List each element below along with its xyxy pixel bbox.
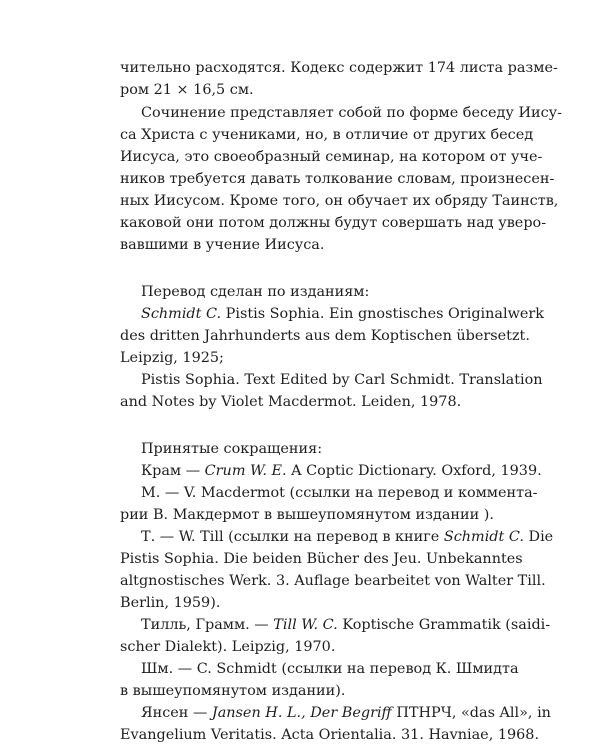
abbr-entry-m: рии В. Макдермот в вышеупомянутом издании ). bbox=[120, 507, 494, 523]
edition-line: Pistis Sophia. Text Edited by Carl Schmidt. Translation bbox=[141, 372, 543, 388]
abbr-entry-sh: в вышеупомянутом издании). bbox=[120, 683, 346, 699]
intro-line: вавшими в учение Иисуса. bbox=[120, 237, 325, 253]
editions-heading: Перевод сделан по изданиям: bbox=[141, 284, 370, 300]
abbr-entry-till: Тилль, Грамм. — Till W. C. Koptische Grammatik (saidi- bbox=[141, 617, 551, 633]
abbr-entry-t: Pistis Sophia. Die beiden Bücher des Jeu. Unbekanntes bbox=[120, 551, 523, 567]
intro-line: ром 21 × 16,5 см. bbox=[120, 82, 254, 98]
edition-author: Schmidt C. bbox=[141, 306, 222, 322]
abbr-entry-kram: Крам — Crum W. E. A Coptic Dictionary. Oxford, 1939. bbox=[141, 463, 542, 479]
abbr-entry-t: Т. — W. Till (ссылки на перевод в книге Schmidt C. Die bbox=[141, 529, 554, 545]
edition-title: Pistis Sophia. Ein gnostisches Originalwerk bbox=[221, 306, 545, 322]
abbr-entry-t: altgnostisches Werk. 3. Auflage bearbeitet von Walter Till. bbox=[120, 573, 546, 589]
intro-line: ных Иисусом. Кроме того, он обучает их обряду Таинств, bbox=[120, 193, 559, 209]
intro-line: каковой они потом должны будут совершать над уверо- bbox=[120, 215, 547, 231]
edition-line: des dritten Jahrhunderts aus dem Koptischen übersetzt. bbox=[120, 328, 530, 344]
intro-line: ников требуется давать толкование словам, произнесен- bbox=[120, 171, 555, 187]
intro-line: са Христа с учениками, но, в отличие от других бесед bbox=[120, 127, 534, 143]
abbr-entry-yansen: Янсен — Jansen H. L., Der Begriff ПТНРЧ, «das All», in bbox=[141, 705, 551, 721]
abbr-entry-till: scher Dialekt). Leipzig, 1970. bbox=[120, 639, 336, 655]
intro-line: Иисуса, это своеобразный семинар, на котором от уче- bbox=[120, 149, 543, 165]
edition-line: Leipzig, 1925; bbox=[120, 350, 224, 366]
abbr-entry-yansen: Evangelium Veritatis. Acta Orientalia. 31. Havniae, 1968. bbox=[120, 727, 540, 743]
abbr-entry-sh: Шм. — C. Schmidt (ссылки на перевод К. Шмидта bbox=[141, 661, 519, 677]
intro-line: Сочинение представляет собой по форме беседу Иису- bbox=[141, 105, 562, 121]
abbr-entry-m: М. — V. Macdermot (ссылки на перевод и коммента- bbox=[141, 485, 538, 501]
intro-line: чительно расходятся. Кодекс содержит 174 листа разме- bbox=[120, 60, 558, 76]
edition-line: and Notes by Violet Macdermot. Leiden, 1978. bbox=[120, 394, 462, 410]
edition-line bbox=[141, 304, 545, 324]
abbr-entry-t: Berlin, 1959). bbox=[120, 595, 221, 611]
abbr-heading: Принятые сокращения: bbox=[141, 441, 323, 457]
